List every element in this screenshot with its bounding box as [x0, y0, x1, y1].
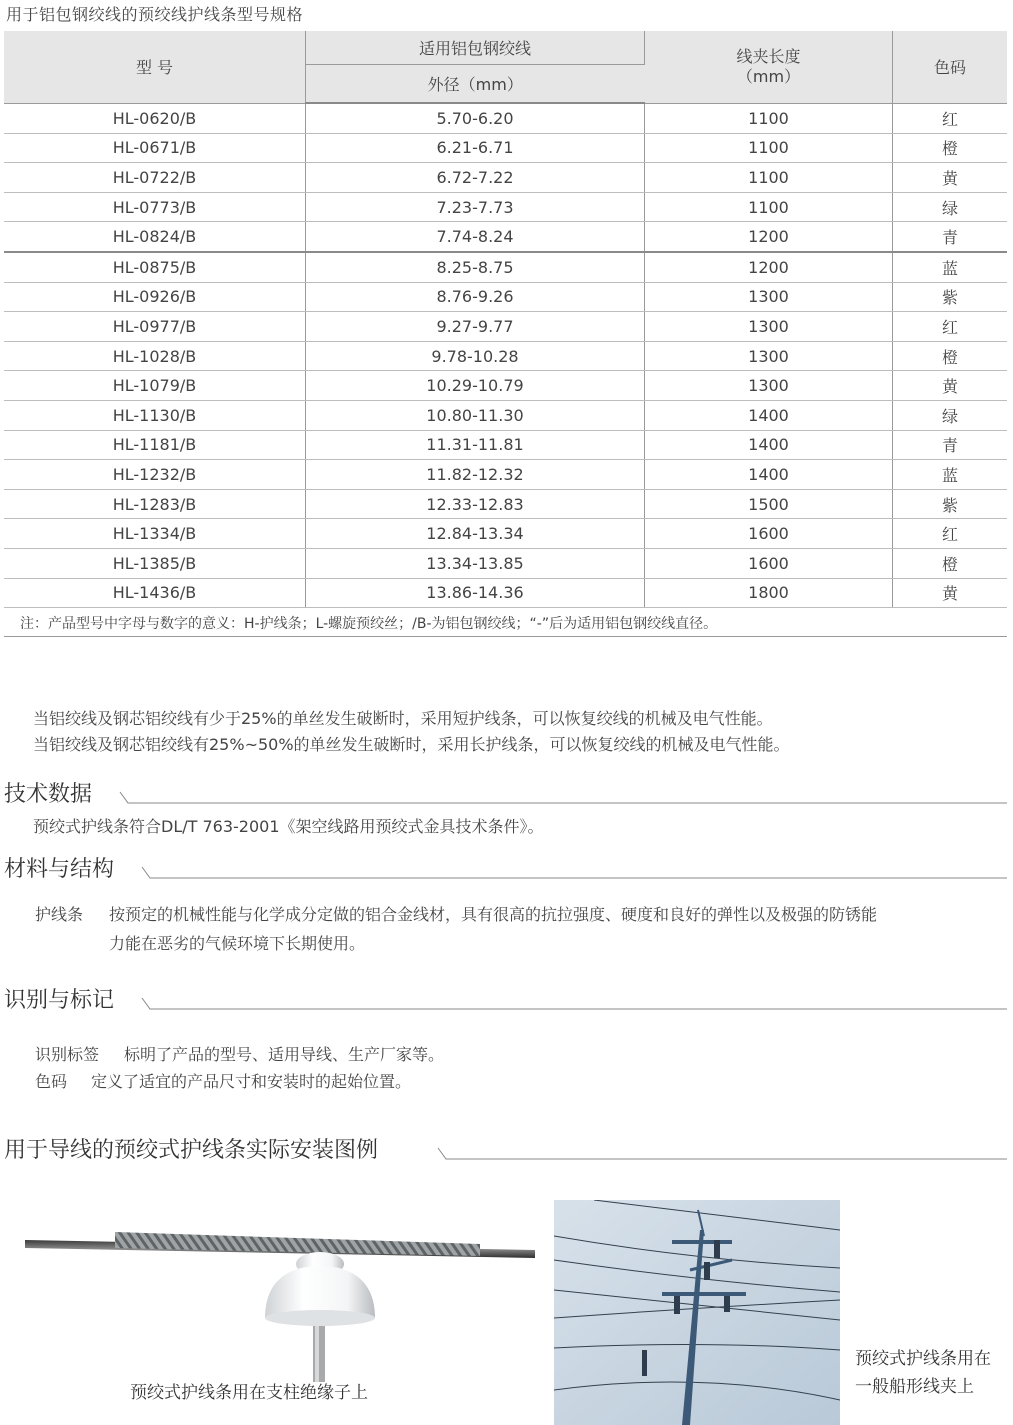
section-title-tech: 技术数据 [4, 782, 93, 807]
table-row [4, 312, 1007, 342]
cell-color: 橙 [893, 133, 1008, 163]
table-row [4, 163, 1007, 193]
table-row [4, 222, 1007, 252]
cell-model: HL-1130/B [4, 400, 306, 430]
cell-diameter: 9.27-9.77 [306, 312, 645, 342]
section-title-install: 用于导线的预绞式护线条实际安装图例 [4, 1138, 379, 1163]
cell-diameter: 5.70-6.20 [306, 103, 645, 133]
table-row [4, 103, 1007, 133]
cell-color: 黄 [893, 371, 1008, 401]
header-clamp-length-label: 线夹长度 [736, 46, 801, 66]
cell-color: 青 [893, 430, 1008, 460]
cell-model: HL-1385/B [4, 548, 306, 578]
cell-diameter: 6.21-6.71 [306, 133, 645, 163]
cell-model: HL-1283/B [4, 489, 306, 519]
material-label: 护线条 [35, 905, 84, 924]
cell-diameter: 13.86-14.36 [306, 578, 645, 608]
cell-length: 1300 [645, 312, 893, 342]
table-row [4, 252, 1007, 282]
cell-length: 1100 [645, 163, 893, 193]
cell-length: 1400 [645, 460, 893, 490]
cell-model: HL-0875/B [4, 252, 306, 282]
cell-model: HL-0926/B [4, 282, 306, 312]
section-rule [436, 1143, 1007, 1165]
cell-color: 紫 [893, 282, 1008, 312]
section-rule [140, 993, 1007, 1015]
table-row [4, 489, 1007, 519]
cell-diameter: 9.78-10.28 [306, 341, 645, 371]
cell-model: HL-0824/B [4, 222, 306, 252]
cell-color: 红 [893, 103, 1008, 133]
cell-length: 1300 [645, 282, 893, 312]
cell-length: 1600 [645, 548, 893, 578]
cell-model: HL-0620/B [4, 103, 306, 133]
header-color: 色码 [893, 31, 1008, 103]
cell-diameter: 7.23-7.73 [306, 192, 645, 222]
page-title: 用于铝包钢绞线的预绞线护线条型号规格 [6, 5, 304, 24]
header-clamp-length [645, 31, 893, 103]
cell-length: 1200 [645, 252, 893, 282]
cell-length: 1800 [645, 578, 893, 608]
caption-left: 预绞式护线条用在支柱绝缘子上 [130, 1383, 368, 1403]
cell-color: 紫 [893, 489, 1008, 519]
table-row [4, 341, 1007, 371]
cell-model: HL-1028/B [4, 341, 306, 371]
intro-text-1: 当铝绞线及钢芯铝绞线有少于25%的单丝发生破断时，采用短护线条，可以恢复绞线的机械及电气性能。 [33, 709, 773, 728]
cell-model: HL-1079/B [4, 371, 306, 401]
table-row [4, 400, 1007, 430]
header-clamp-length-unit: （mm） [736, 66, 801, 86]
table-row [4, 460, 1007, 490]
table-row [4, 578, 1007, 608]
material-text-1: 按预定的机械性能与化学成分定做的铝合金线材，具有很高的抗拉强度、硬度和良好的弹性以及极强的防锈能 [109, 905, 878, 924]
cell-model: HL-0977/B [4, 312, 306, 342]
section-title-ident: 识别与标记 [4, 988, 115, 1013]
cell-model: HL-0722/B [4, 163, 306, 193]
cell-color: 黄 [893, 163, 1008, 193]
table-row [4, 430, 1007, 460]
cell-length: 1400 [645, 400, 893, 430]
cell-diameter: 10.29-10.79 [306, 371, 645, 401]
cell-length: 1200 [645, 222, 893, 252]
caption-right-line-2: 一般船形线夹上 [855, 1377, 974, 1397]
table-row [4, 371, 1007, 401]
ident-label-2: 色码 [35, 1072, 68, 1091]
cell-length: 1100 [645, 133, 893, 163]
cell-diameter: 12.84-13.34 [306, 519, 645, 549]
cell-diameter: 10.80-11.30 [306, 400, 645, 430]
cell-length: 1400 [645, 430, 893, 460]
cell-diameter: 13.34-13.85 [306, 548, 645, 578]
section-rule [118, 787, 1007, 809]
cell-diameter: 12.33-12.83 [306, 489, 645, 519]
ident-text-2: 定义了适宜的产品尺寸和安装时的起始位置。 [91, 1072, 412, 1091]
cell-diameter: 8.25-8.75 [306, 252, 645, 282]
cell-model: HL-1436/B [4, 578, 306, 608]
cell-model: HL-0773/B [4, 192, 306, 222]
divider [4, 636, 1007, 637]
table-note: 注：产品型号中字母与数字的意义：H-护线条；L-螺旋预绞丝；/B-为铝包钢绞线；“-”后为适用铝包钢绞线直径。 [20, 616, 718, 632]
section-title-material: 材料与结构 [4, 857, 115, 882]
ident-text-1: 标明了产品的型号、适用导线、生产厂家等。 [124, 1045, 445, 1064]
cell-color: 绿 [893, 192, 1008, 222]
header-applicable: 适用铝包钢绞线 [306, 31, 645, 64]
cell-model: HL-1232/B [4, 460, 306, 490]
table-row [4, 192, 1007, 222]
cell-model: HL-1181/B [4, 430, 306, 460]
insulator-photo [25, 1222, 535, 1382]
material-text-2: 力能在恶劣的气候环境下长期使用。 [109, 934, 366, 953]
cell-model: HL-0671/B [4, 133, 306, 163]
cell-diameter: 7.74-8.24 [306, 222, 645, 252]
cell-length: 1100 [645, 192, 893, 222]
caption-right-line-1: 预绞式护线条用在 [855, 1349, 991, 1369]
header-model: 型 号 [4, 31, 306, 103]
cell-color: 黄 [893, 578, 1008, 608]
cell-diameter: 11.31-11.81 [306, 430, 645, 460]
tech-text: 预绞式护线条符合DL/T 763-2001《架空线路用预绞式金具技术条件》。 [33, 817, 544, 836]
cell-color: 红 [893, 312, 1008, 342]
cell-diameter: 6.72-7.22 [306, 163, 645, 193]
cell-diameter: 8.76-9.26 [306, 282, 645, 312]
cell-length: 1500 [645, 489, 893, 519]
table-row [4, 519, 1007, 549]
cell-color: 蓝 [893, 252, 1008, 282]
header-outer-diameter: 外径（mm） [306, 64, 645, 103]
cell-color: 红 [893, 519, 1008, 549]
intro-text-2: 当铝绞线及钢芯铝绞线有25%~50%的单丝发生破断时，采用长护线条，可以恢复绞线的机械及电气性能。 [33, 735, 790, 754]
cell-diameter: 11.82-12.32 [306, 460, 645, 490]
cell-color: 橙 [893, 341, 1008, 371]
table-row [4, 282, 1007, 312]
cell-color: 橙 [893, 548, 1008, 578]
cell-color: 蓝 [893, 460, 1008, 490]
table-row [4, 133, 1007, 163]
spec-table-body [4, 103, 1007, 608]
cell-length: 1300 [645, 371, 893, 401]
cell-color: 绿 [893, 400, 1008, 430]
section-rule [140, 862, 1007, 884]
cell-length: 1600 [645, 519, 893, 549]
cell-color: 青 [893, 222, 1008, 252]
spec-table [4, 31, 1007, 608]
cell-model: HL-1334/B [4, 519, 306, 549]
pole-photo [554, 1200, 840, 1425]
table-row [4, 548, 1007, 578]
cell-length: 1100 [645, 103, 893, 133]
cell-length: 1300 [645, 341, 893, 371]
ident-label-1: 识别标签 [35, 1045, 100, 1064]
